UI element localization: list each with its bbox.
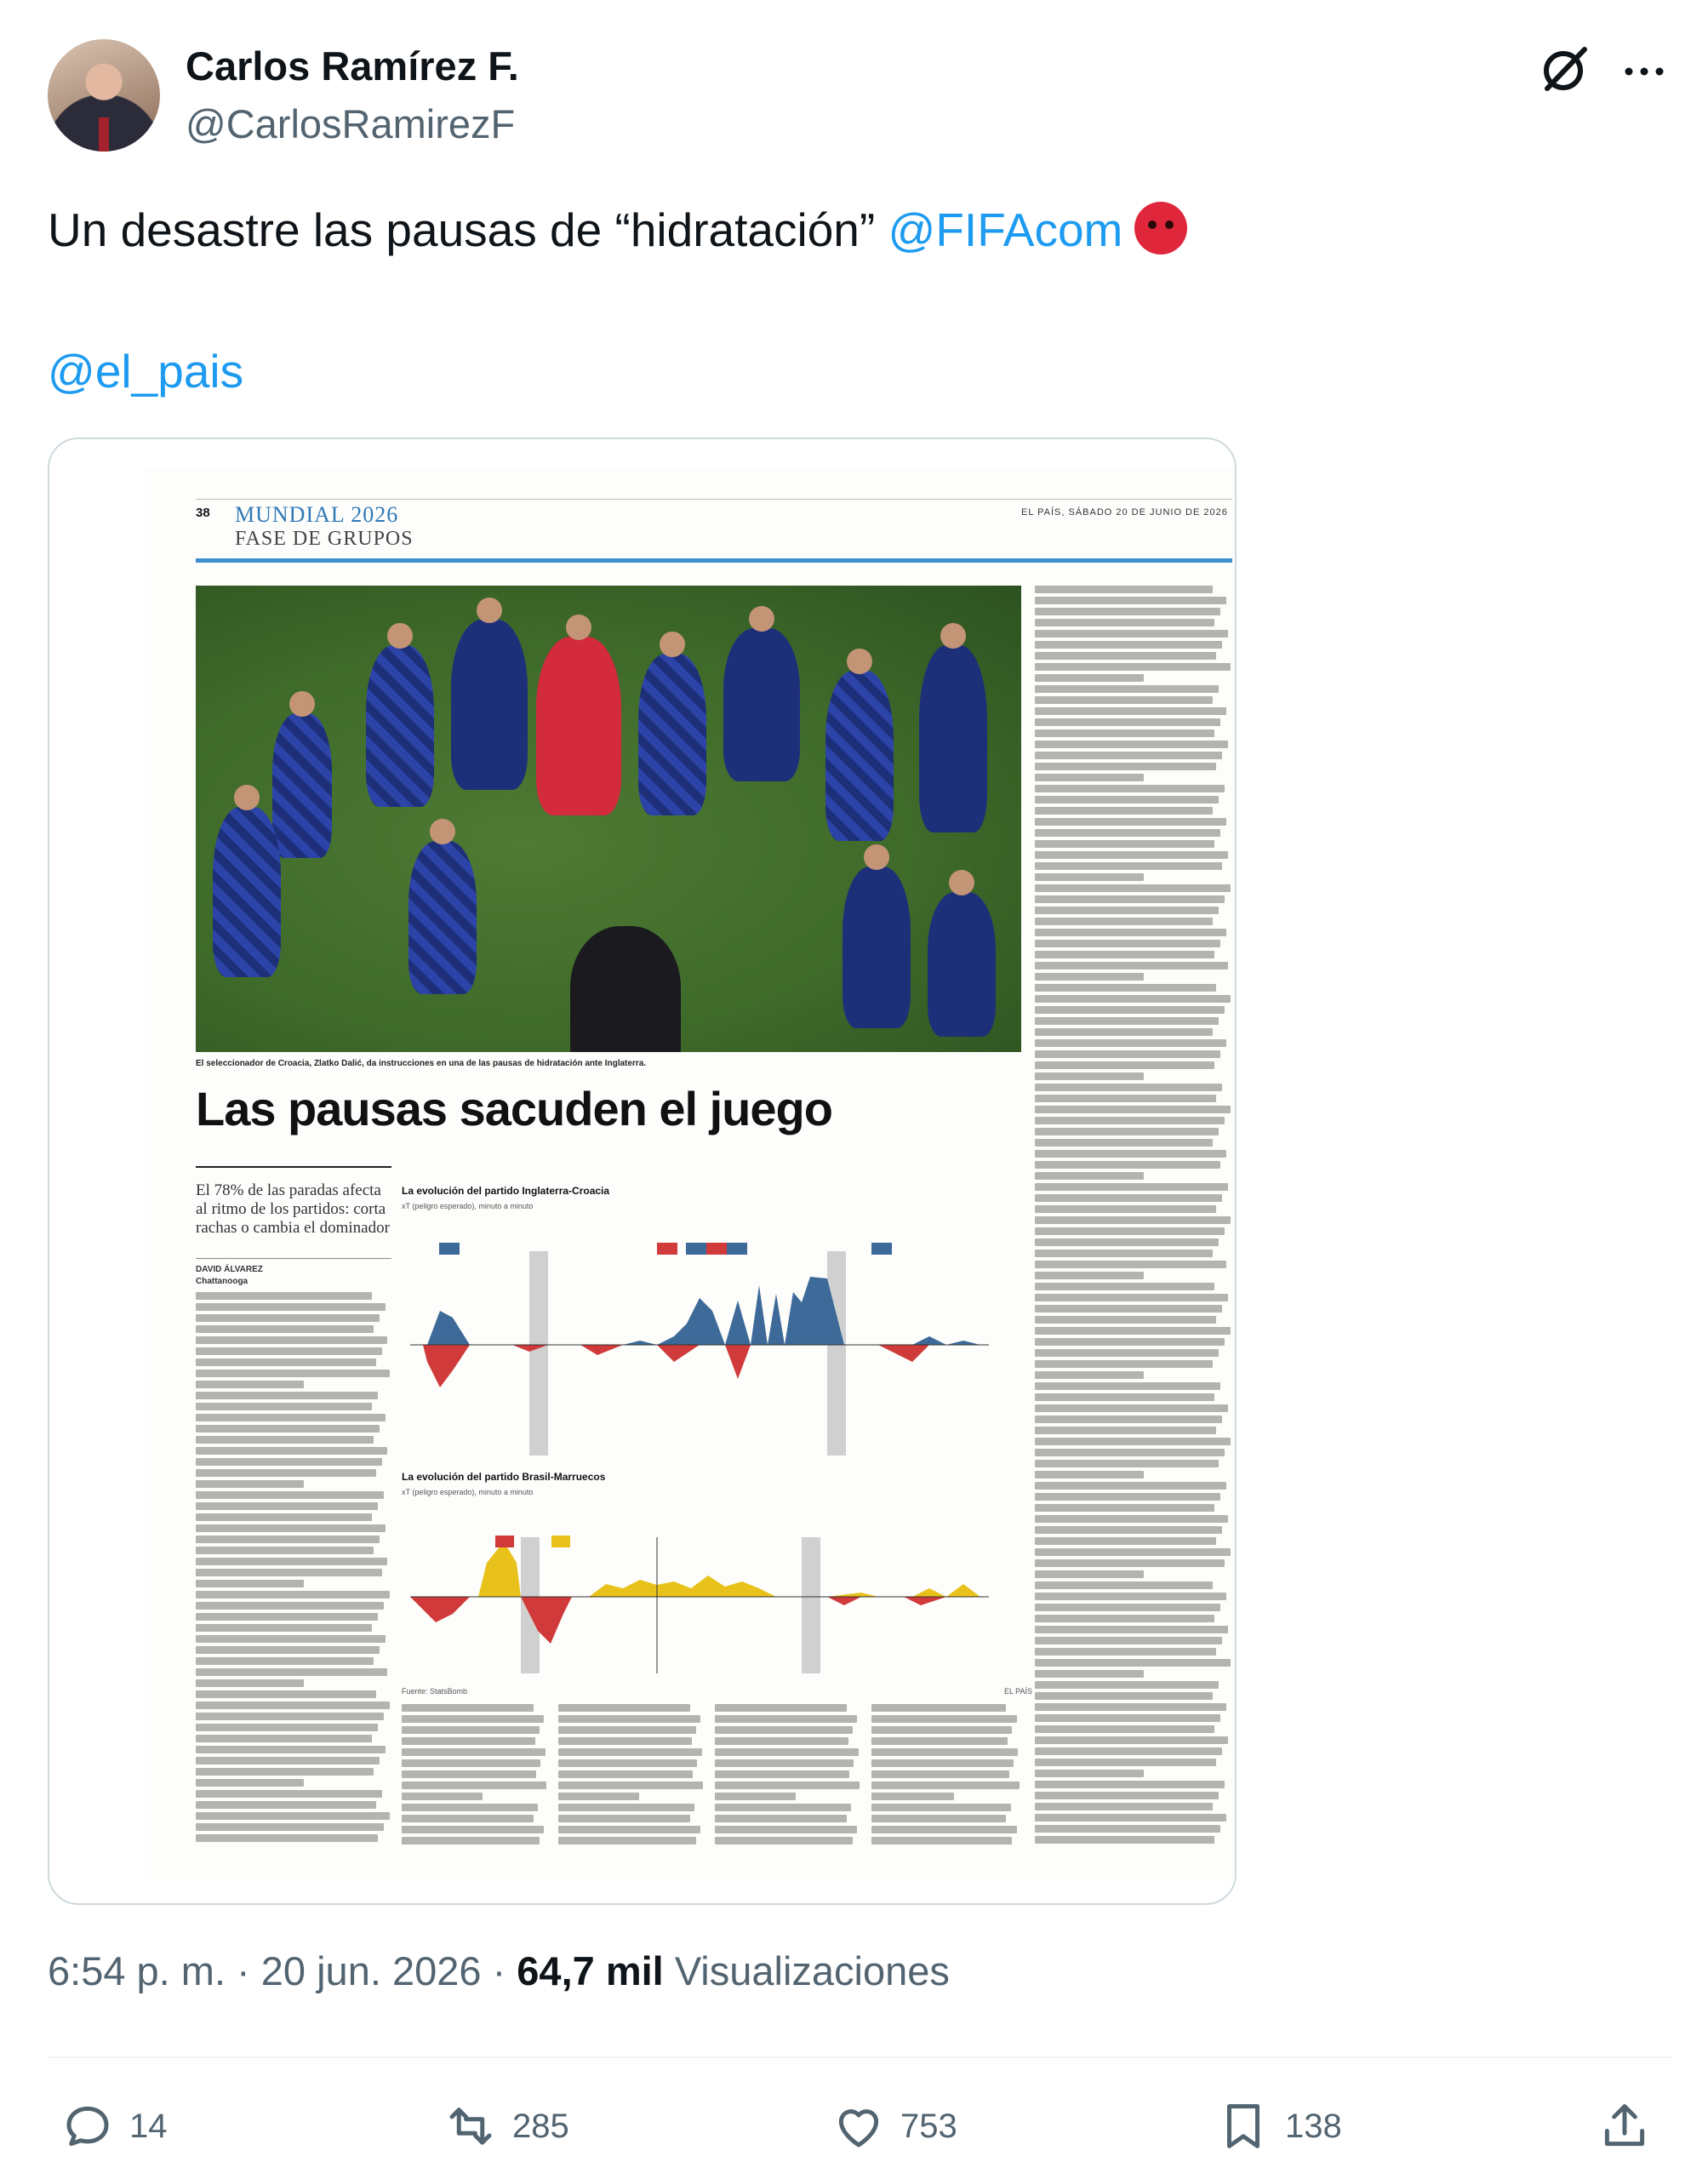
text-line [1035,707,1226,715]
text-line [402,1837,540,1844]
byline-rule [196,1258,391,1259]
text-line [1035,1084,1222,1091]
repost-icon [443,2098,499,2154]
tweet-date[interactable]: 20 jun. 2026 [260,1948,482,1993]
text-line [1035,1415,1222,1423]
text-line [402,1770,536,1778]
text-line [1035,1172,1144,1180]
text-line [196,1381,304,1388]
actions-divider [48,2056,1673,2058]
text-line [196,1336,387,1344]
text-line [558,1726,696,1734]
text-line [196,1646,380,1654]
bookmark-count: 138 [1285,2107,1342,2145]
more-icon[interactable] [1620,48,1668,95]
text-line [1035,1161,1220,1169]
text-line [1035,1316,1216,1324]
tweet-text-mention [48,339,243,403]
text-line [196,1447,387,1455]
text-line [715,1748,859,1756]
text-line [196,1303,386,1311]
text-line [1035,741,1228,748]
text-line [1035,619,1214,626]
text-line [1035,1537,1216,1545]
text-line [196,1591,390,1599]
like-button[interactable] [831,2096,957,2157]
text-line [558,1826,700,1833]
text-line [558,1782,703,1789]
text-line [1035,807,1213,815]
section-title: MUNDIAL 2026 [235,502,399,527]
text-line [1035,995,1231,1003]
text-line [1035,1128,1219,1135]
text-line [558,1770,693,1778]
text-line [1035,1393,1214,1401]
mention-fifacom[interactable]: @FIFAcom [888,203,1123,256]
text-line [402,1748,546,1756]
text-line [1035,1770,1144,1777]
text-line [1035,1238,1219,1246]
text-line [558,1715,700,1723]
newspaper-date: EL PAÍS, SÁBADO 20 DE JUNIO DE 2026 [1021,507,1228,518]
text-line [1035,1581,1213,1589]
text-line [196,1757,380,1764]
text-line [196,1690,376,1698]
mention-el-pais[interactable]: @el_pais [48,345,244,397]
text-line [196,1314,380,1322]
text-line [1035,1493,1220,1501]
text-line [196,1414,386,1421]
text-line [558,1804,694,1811]
text-line [196,1436,374,1444]
text-line [715,1782,860,1789]
author-handle[interactable]: @CarlosRamirezF [186,101,516,146]
text-line [402,1704,534,1712]
text-line [1035,973,1144,981]
text-line [715,1737,848,1745]
text-line [558,1748,702,1756]
body-column-bottom-4 [871,1704,1021,1854]
text-line [1035,718,1220,726]
text-line [871,1704,1006,1712]
text-line [1035,1305,1222,1313]
text-line [715,1804,851,1811]
text-line [1035,1825,1220,1833]
page-number: 38 [196,506,210,520]
like-count: 753 [900,2107,957,2145]
chart2-title: La evolución del partido Brasil-Marruecos [402,1471,606,1483]
share-button[interactable] [1597,2096,1653,2157]
text-line [1035,1725,1214,1733]
text-line [1035,630,1228,638]
text-line [1035,1250,1213,1257]
chart-source: Fuente: StatsBomb [402,1687,468,1696]
text-line [1035,929,1226,936]
text-line [196,1668,387,1676]
text-line [1035,1515,1228,1523]
text-line [196,1325,374,1333]
text-line [196,1358,376,1366]
text-line [715,1770,849,1778]
newspaper-page [145,468,1234,1881]
text-line [196,1536,380,1543]
text-line [196,1768,374,1776]
text-line [558,1793,639,1800]
text-line [1035,895,1225,903]
text-line [1035,1781,1225,1788]
text-line [196,1524,386,1532]
repost-count: 285 [512,2107,569,2145]
reply-button[interactable] [60,2096,168,2157]
article-headline: Las pausas sacuden el juego [196,1082,832,1135]
text-line [1035,818,1226,826]
text-line [1035,1759,1216,1766]
text-line [1035,1548,1231,1556]
text-line [196,1701,390,1709]
text-line [558,1815,690,1822]
text-line [715,1793,796,1800]
text-line [1035,1139,1213,1147]
text-line [1035,774,1144,781]
text-line [196,1713,384,1720]
angry-face-emoji-icon [1134,202,1187,255]
text-line [1035,1626,1228,1633]
text-line [1035,940,1220,947]
repost-button[interactable] [443,2096,569,2157]
text-line [1035,1659,1231,1667]
text-line [1035,674,1144,682]
text-line [871,1804,1011,1811]
text-line [1035,951,1214,958]
text-line [196,1823,384,1831]
text-line [1035,1504,1214,1512]
text-line [871,1748,1018,1756]
byline-place: Chattanooga [196,1277,248,1286]
chart1-subtitle: xT (peligro esperado), minuto a minuto [402,1202,534,1210]
views-label: Visualizaciones [674,1948,950,1993]
text-line [1035,1404,1228,1412]
text-line [1035,785,1225,792]
text-line [1035,1570,1144,1578]
text-line [871,1837,1012,1844]
tweet-time[interactable]: 6:54 p. m. [48,1948,226,1993]
text-line [871,1826,1017,1833]
text-line [1035,873,1144,881]
text-line [196,1679,304,1687]
text-line [402,1804,538,1811]
text-line [196,1635,386,1643]
text-line [1035,685,1219,693]
text-line [1035,1604,1220,1611]
text-line [1035,1792,1219,1799]
text-line [1035,1382,1220,1390]
lead-rule [196,1166,391,1168]
text-line [402,1715,544,1723]
photo-caption: El seleccionador de Croacia, Zlatko Dalić, da instrucciones en una de las pausas de hidratación ante Inglaterra. [196,1059,647,1068]
text-line [1035,884,1231,892]
text-line [558,1837,696,1844]
text-line [1035,1338,1225,1346]
chart1-title: La evolución del partido Inglaterra-Croacia [402,1185,610,1197]
text-line [1035,1294,1228,1301]
text-line [1035,840,1214,848]
text-line [1035,906,1219,914]
text-line [196,1801,376,1809]
tweet-timestamp [48,1947,950,1994]
text-line [1035,1438,1231,1445]
share-icon [1597,2098,1653,2154]
text-line [196,1834,378,1842]
subsection-title: FASE DE GRUPOS [235,528,414,550]
text-line [1035,1327,1231,1335]
text-line [1035,1017,1219,1025]
text-line [1035,1449,1225,1456]
text-line [1035,729,1214,737]
text-line [1035,1714,1220,1722]
text-line [1035,984,1216,992]
text-line [196,1724,378,1731]
text-line [402,1826,544,1833]
text-line [558,1704,690,1712]
byline-author: DAVID ÁLVAREZ [196,1265,263,1274]
body-column-right [1035,586,1232,1854]
text-line [402,1759,540,1767]
text-line [1035,597,1226,604]
team-huddle-photo [196,586,1021,1052]
text-line [196,1370,390,1377]
text-line [196,1425,380,1433]
text-line [1035,1460,1219,1467]
text-line [1035,1427,1216,1434]
chart-credit: EL PAÍS [1004,1687,1033,1696]
text-line [1035,1072,1144,1080]
text-line [1035,1150,1226,1158]
text-line [871,1759,1014,1767]
text-line [1035,641,1222,649]
text-line [402,1793,483,1800]
text-line [871,1815,1006,1822]
text-line [871,1782,1020,1789]
text-line [196,1480,304,1488]
article-lead: El 78% de las paradas afecta al ritmo de los partidos: corta rachas o cambia el dominador [196,1181,390,1237]
text-line [196,1292,372,1300]
text-line [1035,1648,1216,1656]
text-line [1035,1006,1225,1014]
text-line [871,1715,1017,1723]
body-column-bottom-1 [402,1704,548,1854]
text-line [871,1793,954,1800]
text-line [196,1657,374,1665]
tweet-text-body: Un desastre las pausas de “hidratación” [48,203,888,256]
text-line [1035,1216,1231,1224]
text-line [402,1737,535,1745]
text-line [196,1347,382,1355]
text-line [715,1837,853,1844]
text-line [1035,1692,1213,1700]
text-line [1035,1205,1216,1213]
text-line [1035,918,1213,925]
chart2-area-graphic [402,1503,1021,1682]
text-line [1035,1526,1222,1534]
text-line [402,1815,534,1822]
text-line [1035,1637,1222,1644]
text-line [196,1779,304,1787]
text-line [871,1770,1009,1778]
text-line [402,1782,546,1789]
text-line [196,1502,378,1510]
text-line [1035,1471,1144,1478]
text-line [1035,1183,1228,1191]
text-line [196,1580,304,1587]
body-column-bottom-2 [558,1704,705,1854]
text-line [1035,1039,1226,1047]
text-line [715,1815,847,1822]
text-line [871,1726,1012,1734]
text-line [1035,1747,1222,1755]
text-line [196,1558,387,1565]
text-line [1035,1360,1213,1368]
text-line [1035,829,1220,837]
text-line [715,1759,854,1767]
meta-separator: · [226,1948,261,1993]
text-line [1035,1836,1214,1844]
text-line [1035,1703,1226,1711]
text-line [871,1737,1008,1745]
text-line [558,1759,697,1767]
text-line [196,1513,372,1521]
text-line [1035,1028,1213,1036]
text-line [1035,1559,1225,1567]
text-line [715,1726,853,1734]
text-line [196,1746,386,1753]
text-line [1035,1593,1226,1600]
text-line [1035,608,1220,615]
text-line [196,1469,376,1477]
reply-icon [60,2098,116,2154]
text-line [196,1547,374,1554]
meta-separator: · [481,1948,517,1993]
text-line [1035,1803,1213,1810]
grok-icon[interactable] [1537,41,1593,97]
text-line [1035,862,1222,870]
text-line [1035,1117,1225,1124]
bookmark-icon [1215,2098,1271,2154]
text-line [1035,962,1228,969]
top-rule [196,499,1232,500]
text-line [196,1491,384,1499]
text-line [558,1737,692,1745]
text-line [1035,1681,1219,1689]
chart2-subtitle: xT (peligro esperado), minuto a minuto [402,1488,534,1496]
text-line [1035,1736,1228,1744]
text-line [1035,1283,1214,1290]
chart1-area-graphic [402,1217,1021,1464]
text-line [402,1726,540,1734]
text-line [196,1602,384,1610]
text-line [1035,763,1216,770]
text-line [1035,586,1213,593]
text-line [1035,1482,1226,1490]
text-line [196,1569,382,1576]
text-line [1035,1371,1144,1379]
text-line [1035,796,1219,804]
text-line [1035,1261,1226,1268]
text-line [1035,663,1231,671]
text-line [1035,851,1228,859]
text-line [1035,1349,1219,1357]
author-name[interactable]: Carlos Ramírez F. [186,43,519,89]
text-line [1035,1061,1214,1069]
text-line [1035,752,1222,759]
text-line [715,1704,847,1712]
text-line [1035,1227,1225,1235]
text-line [1035,1670,1144,1678]
text-line [196,1624,372,1632]
views-count: 64,7 mil [517,1948,664,1993]
text-line [196,1613,378,1621]
text-line [1035,1050,1220,1058]
text-line [196,1790,382,1798]
text-line [196,1812,390,1820]
text-line [715,1826,857,1833]
text-line [196,1458,382,1466]
body-column-bottom-3 [715,1704,861,1854]
body-column-left [196,1292,391,1854]
reply-count: 14 [129,2107,168,2145]
heart-icon [831,2098,887,2154]
avatar[interactable] [48,39,160,152]
text-line [1035,1194,1222,1202]
text-line [196,1735,372,1742]
text-line [1035,1095,1216,1102]
text-line [1035,652,1216,660]
text-line [196,1403,372,1410]
text-line [1035,1615,1214,1622]
text-line [715,1715,857,1723]
section-rule [196,558,1232,563]
text-line [1035,1106,1231,1113]
text-line [1035,1814,1226,1822]
media-image[interactable] [48,438,1237,1905]
text-line [1035,1272,1144,1279]
text-line [1035,696,1213,704]
text-line [196,1392,378,1399]
tweet-text [48,197,1187,262]
bookmark-button[interactable] [1215,2096,1342,2157]
